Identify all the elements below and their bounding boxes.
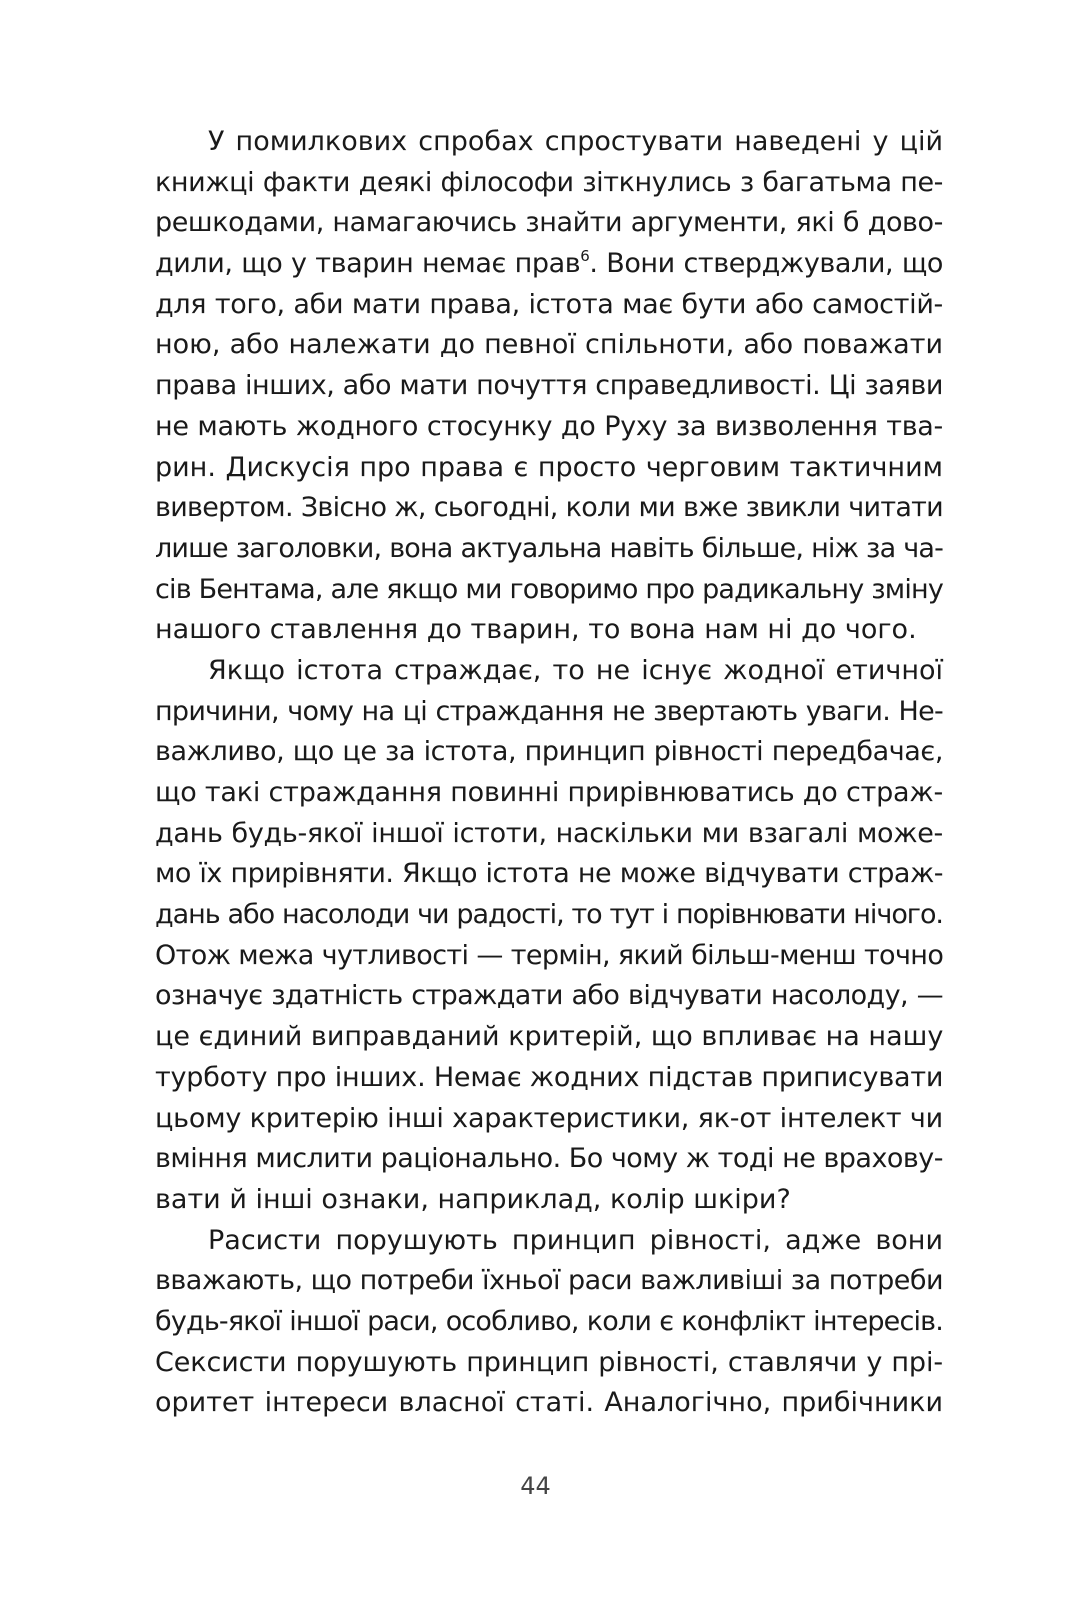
- text-line: цьому критерію інші характеристики, як-от інтелект чи: [155, 1102, 943, 1134]
- text-line: Сексисти порушують принцип рівності, ставлячи у прі-: [155, 1346, 943, 1378]
- text-line: нашого ставлення до тварин, то вона нам ні до чого.: [155, 614, 917, 646]
- text-line: Отож межа чутливості — термін, який більш-менш точно: [155, 939, 944, 971]
- text-line: У помилкових спробах спростувати наведені у цій: [208, 126, 943, 157]
- text-line: мо їх прирівняти. Якщо істота не може відчувати страж-: [155, 858, 943, 890]
- body-text: [155, 122, 943, 1424]
- text-line: не мають жодного стосунку до Руху за визволення тва-: [155, 410, 943, 442]
- text-line: оритет інтереси власної статі. Аналогічно, прибічники: [155, 1387, 943, 1419]
- text-line: рин. Дискусія про права є просто черговим тактичним: [155, 451, 943, 483]
- text-line-part: . Вони стверджували, що: [589, 248, 943, 280]
- text-line: вати й інші ознаки, наприклад, колір шкіри?: [155, 1183, 791, 1215]
- text-line: це єдиний виправданий критерій, що впливає на нашу: [155, 1021, 944, 1053]
- text-line: книжці факти деякі філософи зіткнулись з багатьма пе-: [155, 166, 943, 198]
- text-line: означує здатність страждати або відчувати насолоду, —: [155, 980, 943, 1012]
- text-line: Якщо істота страждає, то не існує жодної етичної: [208, 654, 943, 686]
- text-line: дань або насолоди чи радості, то тут і порівнювати нічого.: [155, 899, 943, 931]
- text-line: що такі страждання повинні прирівнюватись до страж-: [155, 777, 944, 808]
- text-line: причини, чому на ці страждання не звертають уваги. Не-: [155, 695, 943, 727]
- text-line: важливо, що це за істота, принцип рівності передбачає,: [155, 736, 943, 768]
- text-line: будь-якої іншої раси, особливо, коли є конфлікт інтересів.: [155, 1305, 943, 1337]
- text-line: Расисти порушують принцип рівності, адже вони: [208, 1224, 943, 1256]
- text-line: лише заголовки, вона актуальна навіть більше, ніж за ча-: [155, 532, 943, 564]
- text-line: вважають, що потреби їхньої раси важливіші за потреби: [155, 1265, 943, 1297]
- text-line: сів Бентама, але якщо ми говоримо про радикальну зміну: [155, 573, 943, 605]
- text-line: ною, або належати до певної спільноти, або поважати: [155, 329, 943, 361]
- text-line: вивертом. Звісно ж, сьогодні, коли ми вже звикли читати: [155, 492, 943, 524]
- text-line: права інших, або мати почуття справедливості. Ці заяви: [155, 370, 943, 402]
- page-number: 44: [520, 1472, 551, 1500]
- text-line: вміння мислити раціонально. Бо чому ж тоді не врахову-: [155, 1143, 943, 1175]
- footnote-marker[interactable]: 6: [580, 247, 590, 266]
- text-line: решкодами, намагаючись знайти аргументи, які б дово-: [155, 207, 943, 239]
- text-line: турботу про інших. Немає жодних підстав приписувати: [155, 1061, 944, 1093]
- text-line: дань будь-якої іншої істоти, наскільки ми взагалі може-: [155, 817, 943, 849]
- text-line-part: дили, що у тварин немає прав: [155, 248, 581, 280]
- text-line: для того, аби мати права, істота має бути або самостій-: [155, 288, 943, 320]
- text-line: [155, 244, 943, 285]
